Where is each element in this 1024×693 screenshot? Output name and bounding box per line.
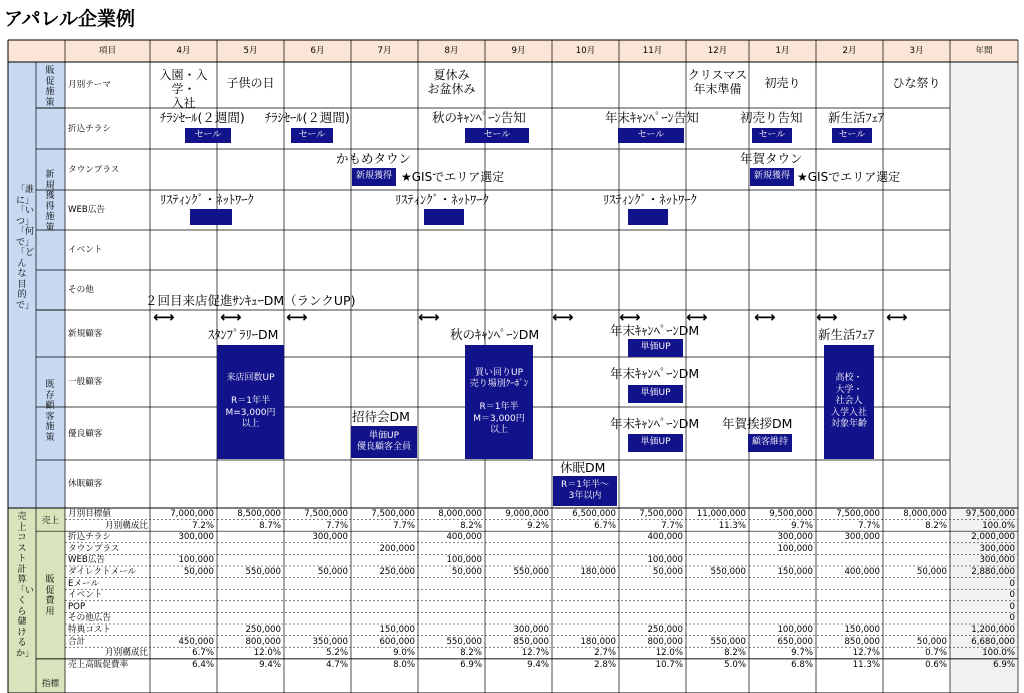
cost-row-label: 月別構成比 <box>105 648 148 659</box>
cost-cell: 9.4% <box>527 659 549 670</box>
cost-cell: 7,000,000 <box>170 509 214 519</box>
new-acq-box: 新規獲得 <box>352 168 396 186</box>
flyer-text-2: ﾁﾗｼｾｰﾙ(２週間) <box>265 110 350 125</box>
cost-cell: 600,000 <box>379 636 415 647</box>
new-acq-box: 新規獲得 <box>750 168 794 186</box>
double-arrow-icon: ⟷ <box>286 308 308 326</box>
cost-cell: 400,000 <box>446 532 482 543</box>
cost-cell: 4.7% <box>326 659 348 670</box>
cost-cell: 7,500,000 <box>836 509 880 519</box>
cost-cell: 550,000 <box>710 567 746 577</box>
double-arrow-icon: ⟷ <box>552 308 574 326</box>
cost-cell: 7.2% <box>192 520 214 531</box>
row-label-other: その他 <box>68 285 94 295</box>
cost-row-label: 特典コスト <box>68 625 111 635</box>
newyear-box: 顧客維持 <box>748 434 792 452</box>
cost-cell: 7.7% <box>326 520 348 531</box>
cost-cell: 550,000 <box>513 567 549 577</box>
cost-cell: 6.7% <box>192 648 214 659</box>
double-arrow-icon: ⟷ <box>418 308 440 326</box>
sale-box: セール <box>752 128 792 143</box>
cost-cell: 800,000 <box>245 636 281 647</box>
invite-box: 単価UP 優良顧客全員 <box>351 426 417 458</box>
cost-cell: 8,500,000 <box>237 509 281 519</box>
row-label-web: WEB広告 <box>68 205 106 215</box>
header-month: 6月 <box>310 46 325 56</box>
cost-cell: 400,000 <box>647 532 683 543</box>
double-arrow-icon: ⟷ <box>619 308 641 326</box>
header-month: 7月 <box>377 46 392 56</box>
cost-row-label: ダイレクトメール <box>68 567 137 577</box>
cost-cell: 450,000 <box>178 636 214 647</box>
cost-cell: 150,000 <box>777 567 813 577</box>
theme-jan: 初売り <box>764 76 801 90</box>
theme-may: 子供の日 <box>226 76 275 90</box>
unit-up-box: 単価UP <box>628 385 683 403</box>
cost-cell: 8.2% <box>460 520 482 531</box>
sale-box: セール <box>618 128 684 143</box>
web-listing-3: ﾘｽﾃｨﾝｸﾞ・ﾈｯﾄﾜｰｸ <box>603 192 697 207</box>
cost-total: 1,200,000 <box>971 625 1015 635</box>
cost-cell: 6.8% <box>791 659 813 670</box>
autumn-dm: 秋のｷｬﾝﾍﾟｰﾝDM <box>450 327 540 342</box>
cost-cell: 6,500,000 <box>572 509 616 519</box>
cost-cell: 11,000,000 <box>696 509 746 519</box>
cost-row-label: その他広告 <box>68 613 111 624</box>
cost-row-label: WEB広告 <box>68 555 106 566</box>
cost-cell: 8.2% <box>724 648 746 659</box>
header-month: 3月 <box>909 46 924 56</box>
yearend-dm-1: 年末ｷｬﾝﾍﾟｰﾝDM <box>610 323 700 338</box>
invite-dm: 招待会DM <box>352 409 410 424</box>
cost-cell: 350,000 <box>312 636 348 647</box>
cost-total: 2,880,000 <box>971 567 1015 577</box>
web-listing-2: ﾘｽﾃｨﾝｸﾞ・ﾈｯﾄﾜｰｸ <box>395 192 489 207</box>
cost-cell: 12.7% <box>521 648 549 659</box>
header-month: 8月 <box>444 46 459 56</box>
cost-cell: 180,000 <box>580 636 616 647</box>
double-arrow-icon: ⟷ <box>686 308 708 326</box>
cost-total: 100.0% <box>982 520 1015 531</box>
cost-row-label: POP <box>68 601 86 612</box>
cost-cell: 8.0% <box>393 659 415 670</box>
header-month: 12月 <box>707 46 728 56</box>
cost-total: 0 <box>1009 590 1015 601</box>
label-sales: 売上 <box>41 516 60 526</box>
cost-cell: 8,000,000 <box>438 509 482 519</box>
vertical-label-profit: 売上コスト計算「いくら儲けるか」 <box>16 512 35 659</box>
row-label-flyer: 折込チラシ <box>68 123 111 134</box>
vertical-label-promo: 販促施策 <box>45 66 55 108</box>
cost-cell: 0.7% <box>925 648 947 659</box>
cost-cell: 100,000 <box>777 543 813 554</box>
cost-cell: 7,500,000 <box>304 509 348 519</box>
double-arrow-icon: ⟷ <box>153 308 175 326</box>
cost-cell: 50,000 <box>916 636 947 647</box>
cost-cell: 8.2% <box>925 520 947 531</box>
cost-cell: 100,000 <box>647 555 683 566</box>
row-label-dormant: 休眠顧客 <box>68 479 103 489</box>
row-label-event: イベント <box>68 245 103 255</box>
cost-cell: 300,000 <box>777 532 813 543</box>
yearend-dm-3: 年末ｷｬﾝﾍﾟｰﾝDM <box>610 416 700 431</box>
row-label-general: 一般顧客 <box>68 377 103 387</box>
cost-row-label: Eメール <box>68 578 100 589</box>
yearend-dm-2: 年末ｷｬﾝﾍﾟｰﾝDM <box>610 366 700 381</box>
cost-cell: 50,000 <box>183 567 214 577</box>
cost-cell: 2.8% <box>594 659 616 670</box>
double-arrow-icon: ⟷ <box>816 308 838 326</box>
cost-row-label: タウンプラス <box>68 543 120 554</box>
cost-cell: 100,000 <box>777 625 813 635</box>
cost-cell: 2.7% <box>594 648 616 659</box>
cost-cell: 8.2% <box>460 648 482 659</box>
theme-apr: 入園・入学・ 入社 <box>159 68 208 110</box>
web-listing-1: ﾘｽﾃｨﾝｸﾞ・ﾈｯﾄﾜｰｸ <box>160 192 254 207</box>
cost-cell: 9.7% <box>791 520 813 531</box>
header-item: 項目 <box>98 46 117 56</box>
gis-note: ★GISでエリア選定 <box>797 170 901 184</box>
cost-total: 300,000 <box>979 555 1015 566</box>
cost-cell: 550,000 <box>245 567 281 577</box>
row-label-theme: 月別テーマ <box>68 80 111 90</box>
cost-cell: 7.7% <box>393 520 415 531</box>
sale-box: セール <box>291 128 333 143</box>
web-bar <box>190 209 232 225</box>
unit-up-box: 単価UP <box>628 339 683 357</box>
double-arrow-icon: ⟷ <box>754 308 776 326</box>
cost-cell: 6.7% <box>594 520 616 531</box>
unit-up-box: 単価UP <box>628 434 683 452</box>
cost-row-label: イベント <box>68 590 103 601</box>
cost-cell: 10.7% <box>655 659 683 670</box>
cost-cell: 250,000 <box>245 625 281 635</box>
header-month: 2月 <box>842 46 857 56</box>
cost-row-label: 折込チラシ <box>68 532 111 543</box>
vertical-label-new: 新規獲得施策 <box>45 170 55 233</box>
header-month: 5月 <box>243 46 258 56</box>
cost-cell: 9.2% <box>527 520 549 531</box>
label-index: 指標 <box>41 679 60 689</box>
cost-cell: 12.7% <box>852 648 880 659</box>
sale-box: セール <box>465 128 529 143</box>
cost-cell: 6.9% <box>460 659 482 670</box>
vertical-label-existing: 既存顧客施策 <box>45 380 55 443</box>
cost-cell: 650,000 <box>777 636 813 647</box>
cost-cell: 50,000 <box>652 567 683 577</box>
theme-aug: 夏休み お盆休み <box>427 68 476 96</box>
cost-total: 6.9% <box>993 659 1015 670</box>
dormant-dm: 休眠DM <box>560 460 606 475</box>
dormant-box: R＝1年半～ 3年以内 <box>553 476 617 506</box>
newlife-box: 高校・ 大学・ 社会人 入学入社 対象年齢 <box>824 345 874 459</box>
cost-cell: 200,000 <box>379 543 415 554</box>
cost-cell: 180,000 <box>580 567 616 577</box>
cost-cell: 250,000 <box>647 625 683 635</box>
cost-row-label: 売上高販促費率 <box>68 659 129 670</box>
header-month: 1月 <box>775 46 790 56</box>
cost-total: 0 <box>1009 613 1015 624</box>
sale-box: セール <box>185 128 231 143</box>
flyer-text-4: 年末ｷｬﾝﾍﾟｰﾝ告知 <box>605 110 699 125</box>
web-bar <box>628 209 668 225</box>
cost-cell: 8.7% <box>259 520 281 531</box>
cost-cell: 100,000 <box>446 555 482 566</box>
vertical-label-promo-cost: 販促費用 <box>45 575 55 617</box>
cost-cell: 50,000 <box>317 567 348 577</box>
cost-cell: 300,000 <box>844 532 880 543</box>
cost-cell: 7,500,000 <box>639 509 683 519</box>
cost-total: 6,680,000 <box>971 636 1015 647</box>
cost-cell: 7.7% <box>661 520 683 531</box>
header-month: 11月 <box>642 46 663 56</box>
double-arrow-icon: ⟷ <box>886 308 908 326</box>
theme-dec: クリスマス 年末準備 <box>687 68 748 96</box>
cost-cell: 50,000 <box>451 567 482 577</box>
cost-cell: 7.7% <box>858 520 880 531</box>
row-label-townplus: タウンプラス <box>68 164 120 175</box>
townplus-kamome: かもめタウン <box>336 151 412 166</box>
cost-total: 300,000 <box>979 543 1015 554</box>
cost-cell: 5.2% <box>326 648 348 659</box>
cost-cell: 9.0% <box>393 648 415 659</box>
cost-row-label: 月別目標値 <box>68 509 111 519</box>
cost-cell: 5.0% <box>724 659 746 670</box>
cost-cell: 9,000,000 <box>505 509 549 519</box>
cost-cell: 400,000 <box>844 567 880 577</box>
cost-cell: 550,000 <box>446 636 482 647</box>
flyer-text-1: ﾁﾗｼｾｰﾙ(２週間) <box>160 110 245 125</box>
cost-cell: 11.3% <box>852 659 880 670</box>
cost-cell: 150,000 <box>379 625 415 635</box>
cost-total: 97,500,000 <box>965 509 1015 519</box>
header-month: 10月 <box>575 46 596 56</box>
cost-cell: 800,000 <box>647 636 683 647</box>
flyer-text-3: 秋のｷｬﾝﾍﾟｰﾝ告知 <box>432 110 526 125</box>
autumn-dm-box: 買い回りUP 売り場別ｸｰﾎﾟﾝ R＝1年半 M＝3,000円 以上 <box>465 345 533 459</box>
theme-mar: ひな祭り <box>892 76 941 90</box>
sale-box: セール <box>832 128 872 143</box>
stamp-dm: ｽﾀﾝﾌﾟﾗﾘｰDM <box>208 327 279 342</box>
cost-cell: 12.0% <box>253 648 281 659</box>
flyer-text-5: 初売り告知 <box>740 110 803 125</box>
newyear-dm: 年賀挨拶DM <box>722 416 793 431</box>
cost-cell: 11.3% <box>718 520 746 531</box>
cost-cell: 12.0% <box>655 648 683 659</box>
cost-cell: 50,000 <box>916 567 947 577</box>
townplus-nenga: 年賀タウン <box>740 151 803 166</box>
cost-total: 100.0% <box>982 648 1015 659</box>
cost-cell: 850,000 <box>844 636 880 647</box>
cost-cell: 6.4% <box>192 659 214 670</box>
header-month: 4月 <box>176 46 191 56</box>
cost-cell: 550,000 <box>710 636 746 647</box>
cost-total: 0 <box>1009 601 1015 612</box>
cost-row-label: 合計 <box>68 636 86 647</box>
cost-total: 0 <box>1009 578 1015 589</box>
cost-cell: 9,500,000 <box>769 509 813 519</box>
cost-cell: 9.4% <box>259 659 281 670</box>
page-title: アパレル企業例 <box>4 8 136 30</box>
cost-cell: 250,000 <box>379 567 415 577</box>
cost-total: 2,000,000 <box>971 532 1015 543</box>
vertical-label-who: 「誰に」「いつ」「何で」「どんな目的で」 <box>16 185 35 311</box>
cost-cell: 150,000 <box>844 625 880 635</box>
newlife-fair: 新生活ﾌｪｱ <box>818 327 875 342</box>
row-label-good: 優良顧客 <box>68 428 103 439</box>
stamp-dm-box: 来店回数UP R＝1年半 M=3,000円 以上 <box>217 345 284 459</box>
cost-cell: 850,000 <box>513 636 549 647</box>
cost-cell: 0.6% <box>925 659 947 670</box>
double-arrow-icon: ⟷ <box>220 308 242 326</box>
header-month: 9月 <box>511 46 526 56</box>
flyer-text-6: 新生活ﾌｪｱ <box>828 110 885 125</box>
cost-cell: 7,500,000 <box>371 509 415 519</box>
cost-cell: 300,000 <box>312 532 348 543</box>
web-bar <box>424 209 464 225</box>
second-visit-note: ２回目来店促進ｻﾝｷｭｰDM（ランクUP) <box>145 293 356 308</box>
header-total: 年間 <box>975 46 993 56</box>
cost-cell: 8,000,000 <box>903 509 947 519</box>
gis-note: ★GISでエリア選定 <box>401 170 505 184</box>
cost-cell: 300,000 <box>513 625 549 635</box>
row-label-new_cust: 新規顧客 <box>68 328 103 339</box>
cost-cell: 300,000 <box>178 532 214 543</box>
cost-cell: 9.7% <box>791 648 813 659</box>
cost-cell: 100,000 <box>178 555 214 566</box>
cost-row-label: 月別構成比 <box>105 520 148 531</box>
